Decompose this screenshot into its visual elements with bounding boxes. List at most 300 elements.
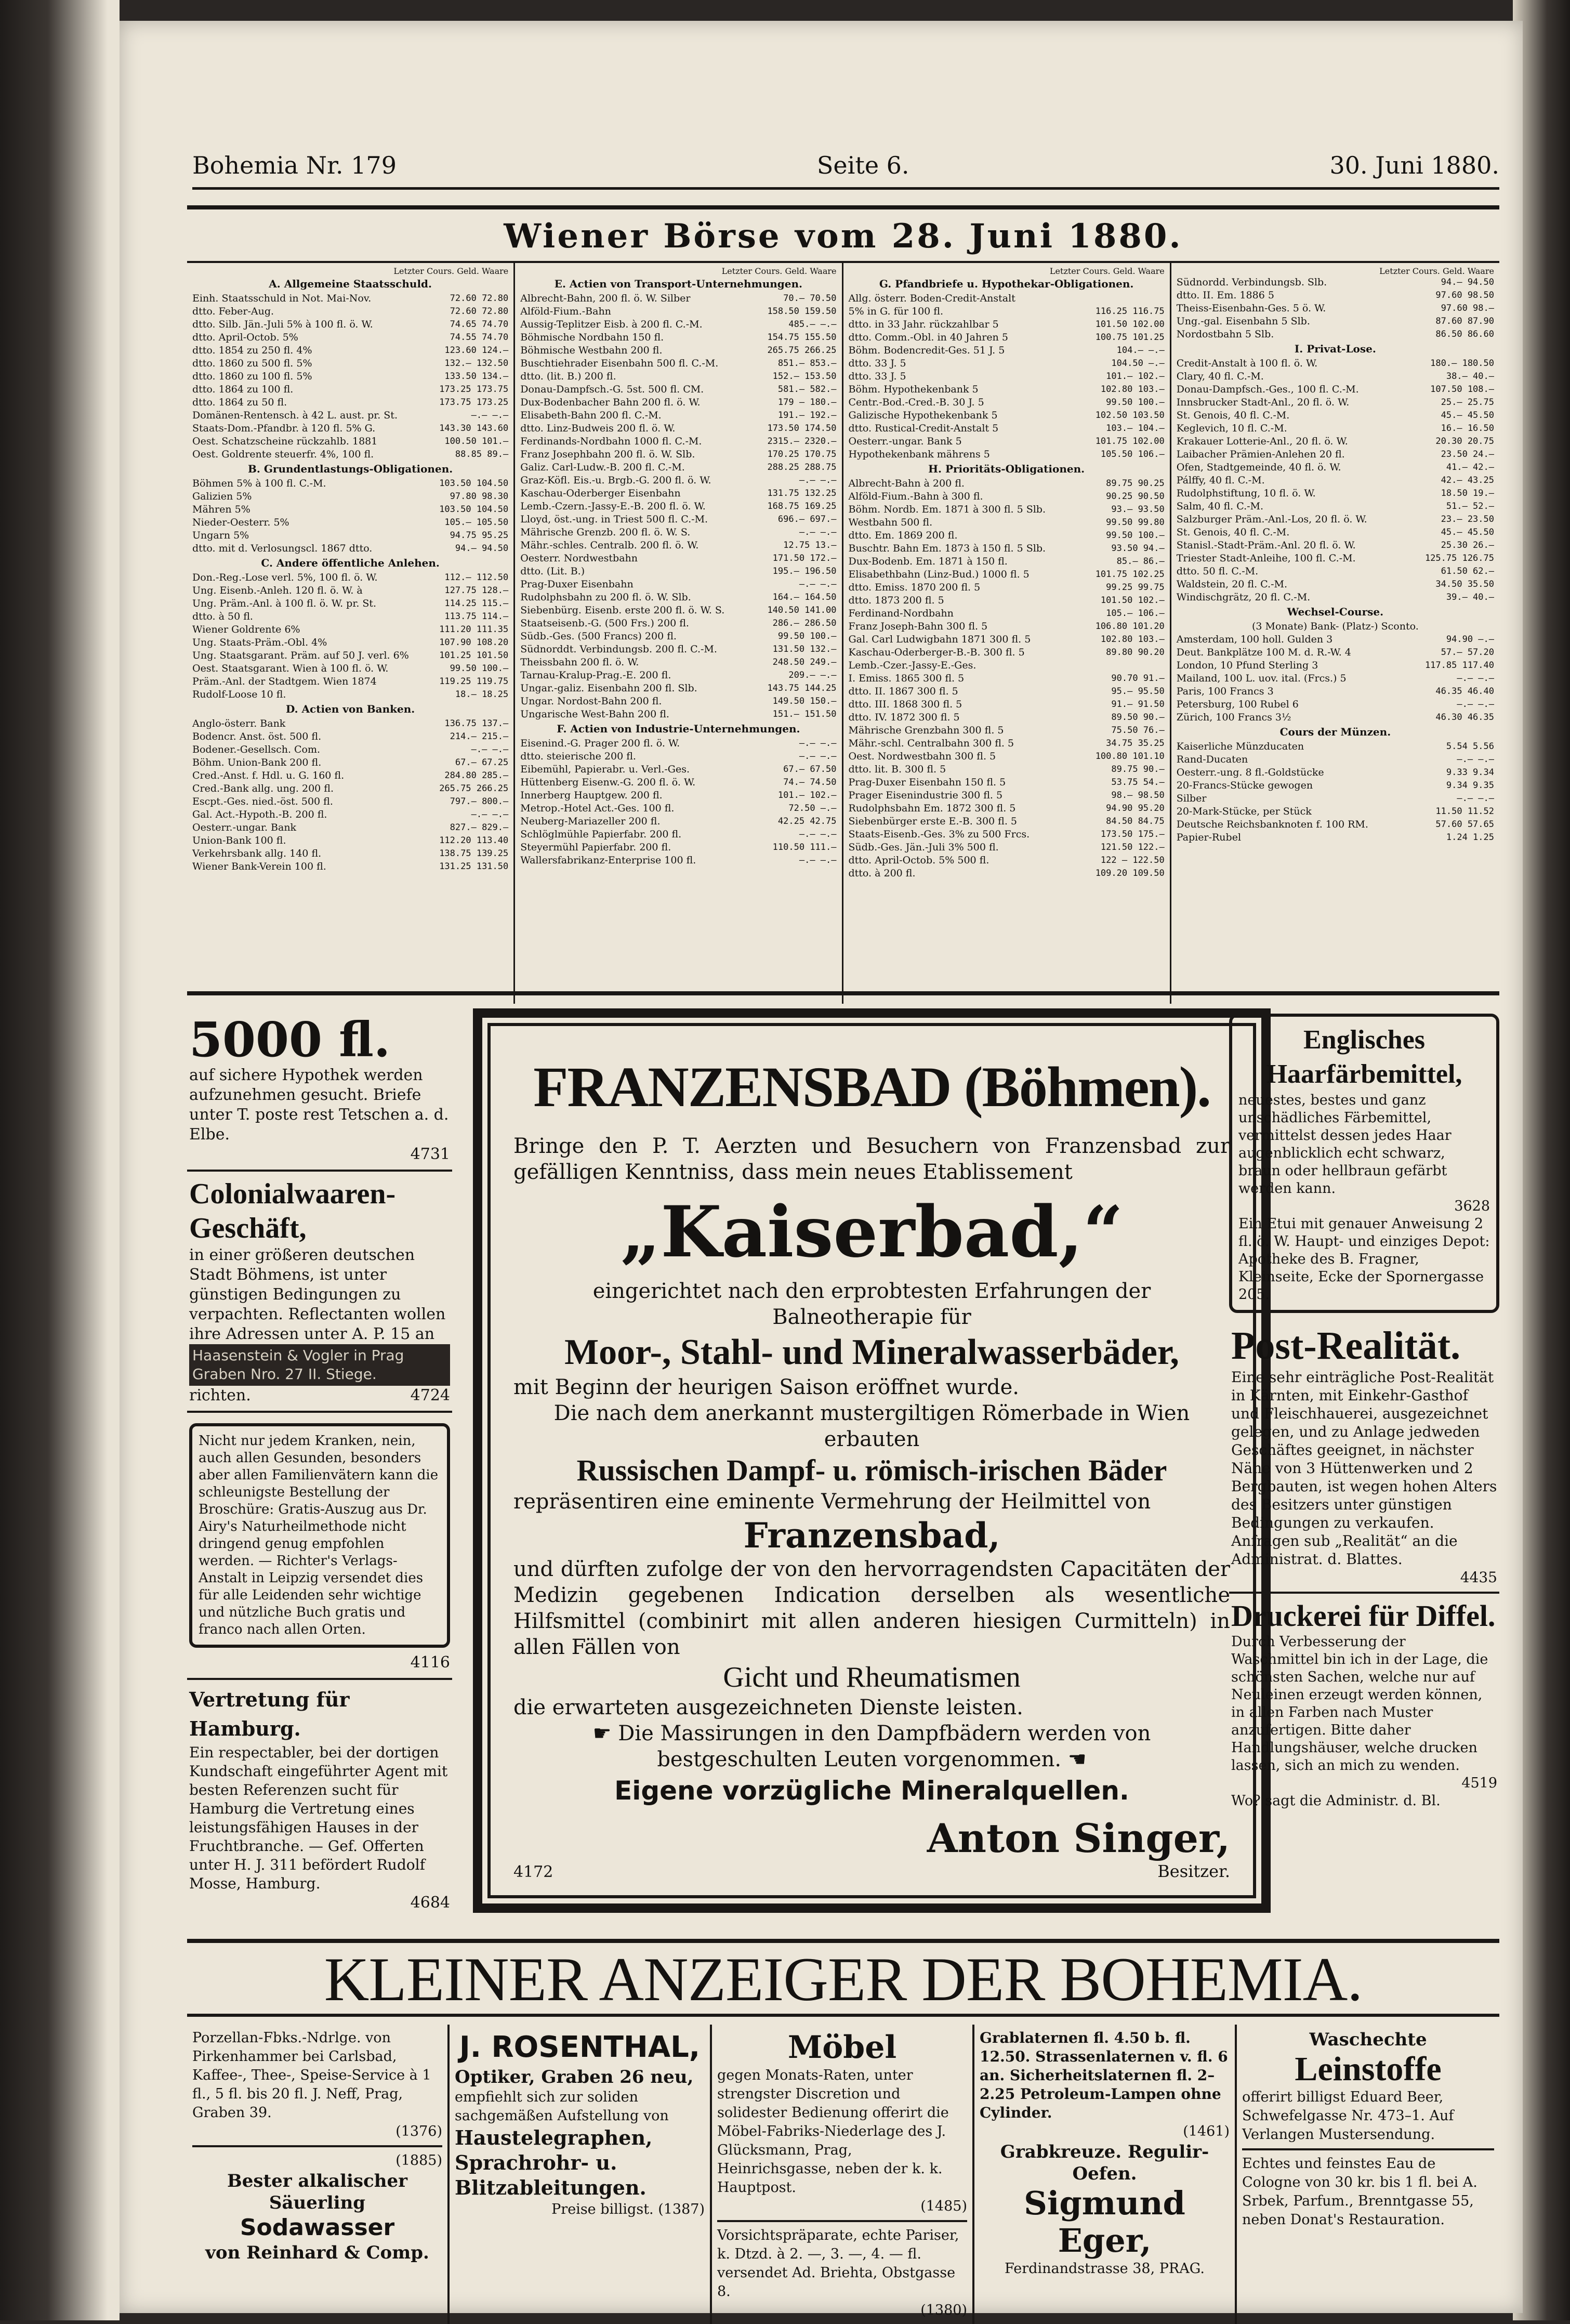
quote-values: —.— —.— xyxy=(799,527,837,537)
quote-row xyxy=(849,516,1165,529)
quote-row xyxy=(192,292,508,305)
quote-values: 34.75 35.25 xyxy=(1106,738,1165,749)
quote-values: 34.50 35.50 xyxy=(1435,579,1494,589)
quote-row xyxy=(192,529,508,542)
quote-values: 101.— 102.— xyxy=(777,790,837,800)
quote-name: dtto. II. Em. 1886 5 xyxy=(1176,290,1274,301)
quote-values: 91.— 91.50 xyxy=(1111,699,1165,710)
quote-values: 116.25 116.75 xyxy=(1095,306,1165,317)
quote-row xyxy=(849,305,1165,318)
ad-agency-box: Haasenstein & Vogler in Prag Graben Nro. 27 II. Stiege. xyxy=(189,1344,450,1386)
small-ad-text: Vorsichtspräparate, echte Pariser, k. Dtzd. à 2. —, 3. —, 4. — fl. versendet Ad. Briehta, Obstgasse 8. xyxy=(717,2227,959,2300)
quote-values: 100.50 101.— xyxy=(444,436,509,447)
quote-name: Laibacher Prämien-Anlehen 20 fl. xyxy=(1176,449,1345,460)
quote-name: dtto. Linz-Budweis 200 fl. ö. W. xyxy=(520,423,676,434)
quote-values: 180.— 180.50 xyxy=(1430,358,1494,369)
quote-name: Böhmische Westbahn 200 fl. xyxy=(520,345,663,356)
quote-row xyxy=(520,318,836,331)
quote-values: 72.60 72.80 xyxy=(450,293,509,304)
quote-name: Wiener Goldrente 6% xyxy=(192,624,300,635)
ad-line: die erwarteten ausgezeichneten Dienste leisten. xyxy=(513,1696,1023,1719)
quote-values: 1.24 1.25 xyxy=(1446,832,1494,843)
quote-row xyxy=(849,763,1165,776)
quote-name: Präm.-Anl. der Stadtgem. Wien 1874 xyxy=(192,676,377,687)
quote-values: 16.— 16.50 xyxy=(1441,423,1494,434)
quote-values: 23.— 23.50 xyxy=(1441,514,1494,524)
quote-values: 95.— 95.50 xyxy=(1111,686,1165,697)
quote-name: dtto. 1860 zu 500 fl. 5% xyxy=(192,358,312,369)
quote-values: 25.— 25.75 xyxy=(1441,397,1494,408)
ad-line: repräsentiren eine eminente Vermehrung der Heilmittel von xyxy=(513,1490,1151,1514)
quote-row xyxy=(192,503,508,516)
quote-values: 143.30 143.60 xyxy=(439,423,509,434)
quote-values: 99.50 100.— xyxy=(777,631,837,641)
quote-name: Siebenbürger erste E.-B. 300 fl. 5 xyxy=(848,816,1018,827)
quote-row xyxy=(192,305,508,318)
quote-name: Keglevich, 10 fl. C.-M. xyxy=(1176,423,1287,434)
section-note: (3 Monate) Bank- (Platz-) Sconto. xyxy=(1252,621,1419,632)
quote-values: 9.34 9.35 xyxy=(1446,780,1494,791)
quote-name: Theissbahn 200 fl. ö. W. xyxy=(520,657,639,668)
quote-name: Kaiserliche Münzducaten xyxy=(1176,741,1304,752)
quote-row xyxy=(520,448,836,461)
column-header: Letzter Cours. Geld. Waare xyxy=(1379,266,1494,276)
ad-illness-heading: Gicht und Rheumatismen xyxy=(723,1661,1021,1693)
quote-name: Zürich, 100 Francs 3½ xyxy=(1176,712,1291,723)
ad-heading: Englisches Haarfärbemittel, xyxy=(1266,1025,1462,1089)
quote-name: Böhmen 5% à 100 fl. C.-M. xyxy=(192,478,326,489)
ad-intro: Bringe den P. T. Aerzten und Besuchern von Franzensbad zur gefälligen Kenntniss, dass mein neues Etablissement xyxy=(513,1134,1230,1184)
quote-name: Hüttenberg Eisenw.-G. 200 fl. ö. W. xyxy=(520,777,696,788)
quote-row xyxy=(192,730,508,743)
stock-exchange-table xyxy=(187,205,1499,995)
quote-name: St. Genois, 40 fl. C.-M. xyxy=(1176,527,1290,538)
quote-name: Elisabeth-Bahn 200 fl. C.-M. xyxy=(520,410,662,421)
ad-russian-heading: Russischen Dampf- u. römisch-irischen Bäder xyxy=(576,1453,1167,1487)
quote-name: Kaschau-Oderberger-B.-B. 300 fl. 5 xyxy=(848,647,1025,658)
quote-name: Böhm. Nordb. Em. 1871 à 300 fl. 5 Slb. xyxy=(848,504,1046,515)
quote-name: Graz-Köfl. Eis.-u. Brgb.-G. 200 fl. ö. W. xyxy=(520,475,711,486)
quote-name: Böhm. Union-Bank 200 fl. xyxy=(192,757,322,768)
quote-values: 154.75 155.50 xyxy=(767,332,837,343)
divider xyxy=(192,2145,442,2147)
quote-row xyxy=(520,292,836,305)
quote-values: 113.75 114.— xyxy=(444,611,509,622)
quote-name: dtto. III. 1868 300 fl. 5 xyxy=(848,699,962,710)
quote-row xyxy=(1177,448,1494,461)
quote-row xyxy=(849,477,1165,490)
quote-row xyxy=(192,344,508,357)
quote-name: dtto. April-Octob. 5% xyxy=(192,332,298,343)
quote-values: 101.50 102.— xyxy=(1100,595,1165,606)
quote-row xyxy=(520,841,836,854)
quote-values: 696.— 697.— xyxy=(777,514,837,524)
quote-values: 89.75 90.— xyxy=(1111,764,1165,774)
quote-values: 110.50 111.— xyxy=(772,842,837,852)
quote-row xyxy=(849,724,1165,737)
quote-values: 2315.— 2320.— xyxy=(767,436,837,447)
quote-values: 851.— 853.— xyxy=(777,358,837,369)
quote-row xyxy=(849,594,1165,607)
quote-name: Allg. österr. Boden-Credit-Anstalt xyxy=(848,293,1015,304)
quote-name: Buschtiehrader Eisenbahn 500 fl. C.-M. xyxy=(520,358,719,369)
ad-line: und dürften zufolge der von den hervorragendsten Capacitäten der Medizin gegebenen Indication derselben als wesentliche Hilfsmittel (combinirt mit allen anderen hiesigen Curmitteln) in allen Fällen von xyxy=(513,1557,1230,1659)
bourse-columns xyxy=(187,263,1499,1004)
quote-row xyxy=(849,331,1165,344)
small-ad-heading: J. ROSENTHAL, xyxy=(459,2030,701,2064)
quote-name: Alföld-Fium.-Bahn xyxy=(520,306,611,317)
quote-values: 179 — 180.— xyxy=(777,397,837,408)
ad-springs-heading: Eigene vorzügliche Mineralquellen. xyxy=(614,1776,1129,1806)
quote-row xyxy=(1177,513,1494,526)
quote-row xyxy=(1177,409,1494,422)
quote-row xyxy=(1177,659,1494,672)
quote-name: Mährische Grenzbahn 300 fl. 5 xyxy=(848,725,1004,736)
quote-name: Galizische Hypothekenbank 5 xyxy=(848,410,998,421)
quote-values: 57.— 57.20 xyxy=(1441,647,1494,658)
quote-row xyxy=(849,646,1165,659)
ad-number: 4519 xyxy=(1461,1775,1497,1791)
quote-name: dtto. 1854 zu 250 fl. 4% xyxy=(192,345,312,356)
quote-name: Rudolf-Loose 10 fl. xyxy=(192,689,286,700)
quote-row xyxy=(520,435,836,448)
quote-values: 168.75 169.25 xyxy=(767,501,837,511)
quote-values: 827.— 829.— xyxy=(450,822,509,833)
quote-values: 101.25 101.50 xyxy=(439,650,509,661)
quote-values: 11.50 11.52 xyxy=(1435,806,1494,817)
quote-row xyxy=(192,743,508,756)
quote-row xyxy=(192,860,508,873)
small-ad-cell-4 xyxy=(974,2025,1237,2324)
quote-name: Gal. Carl Ludwigbahn 1871 300 fl. 5 xyxy=(848,634,1031,645)
quote-name: dtto. (Lit. B.) xyxy=(520,566,585,577)
quote-name: Galizien 5% xyxy=(192,491,252,502)
ad-body: Eine sehr einträgliche Post-Realität in Kärnten, mit Einkehr-Gasthof und Fleischhauerei, ausgezeichnet gelegen, und zu Anlage jedweden Geschäftes geeignet, in nächster Nähe von 3 Hüttenwerken und 2 Bergbauten, ist wegen hohen Alters des Besitzers unter günstigen Bedingungen zu verkaufen. Anfragen sub „Realität“ an die Administrat. d. Blattes. xyxy=(1231,1369,1497,1568)
quote-name: Aussig-Teplitzer Eisb. à 200 fl. C.-M. xyxy=(520,319,703,330)
quote-row xyxy=(520,461,836,474)
small-ad-heading: Sodawasser xyxy=(240,2214,395,2241)
ad-heading: Post-Realität. xyxy=(1231,1324,1461,1368)
quote-values: 133.50 134.— xyxy=(444,371,509,382)
quote-row xyxy=(849,737,1165,750)
quote-name: dtto. Silb. Jän.-Juli 5% à 100 fl. ö. W. xyxy=(192,319,373,330)
quote-name: Don.-Reg.-Lose verl. 5%, 100 fl. ö. W. xyxy=(192,572,378,583)
quote-name: Mähr.-schles. Centralb. 200 fl. ö. W. xyxy=(520,540,699,551)
quote-values: 84.50 84.75 xyxy=(1106,816,1165,826)
quote-name: Escpt.-Ges. nied.-öst. 500 fl. xyxy=(192,796,333,807)
quote-name: Schlöglmühle Papierfabr. 200 fl. xyxy=(520,829,682,840)
ad-druckerei xyxy=(1229,1594,1499,1815)
quote-row xyxy=(192,542,508,555)
quote-values: 173.50 175.— xyxy=(1100,829,1165,839)
quote-name: Cred.-Bank allg. ung. 200 fl. xyxy=(192,783,334,794)
section-title: Cours der Münzen. xyxy=(1279,726,1391,738)
quote-name: Alföld-Fium.-Bahn à 300 fl. xyxy=(848,491,983,502)
quote-name: dtto. 33 J. 5 xyxy=(848,358,906,369)
quote-values: 106.80 101.20 xyxy=(1095,621,1165,632)
quote-values: 102.80 103.— xyxy=(1100,634,1165,645)
quote-values: 152.— 153.50 xyxy=(772,371,837,382)
quote-row xyxy=(520,344,836,357)
quote-row xyxy=(849,448,1165,461)
quote-values: 70.— 70.50 xyxy=(783,293,837,304)
quote-values: 103.— 104.— xyxy=(1106,423,1165,434)
small-ad-number: Preise billigst. (1387) xyxy=(551,2201,705,2217)
small-ad-cell-3 xyxy=(712,2025,974,2324)
quote-row xyxy=(192,409,508,422)
quote-name: Union-Bank 100 fl. xyxy=(192,835,286,846)
quote-row xyxy=(520,737,836,750)
ad-number: 4724 xyxy=(410,1386,450,1404)
quote-name: Wallersfabrikanz-Enterprise 100 fl. xyxy=(520,855,696,866)
quote-values: 485.— —.— xyxy=(788,319,837,330)
ad-number: 4435 xyxy=(1460,1569,1497,1586)
section-title: B. Grundentlastungs-Obligationen. xyxy=(248,463,453,475)
quote-row xyxy=(192,584,508,597)
quote-values: 112.20 113.40 xyxy=(439,835,509,846)
quote-values: 94.— 94.50 xyxy=(455,543,509,554)
quote-values: —.— —.— xyxy=(471,410,509,421)
quote-row xyxy=(520,776,836,789)
small-ad-heading: von Reinhard & Comp. xyxy=(205,2242,429,2263)
ad-post-realitaet xyxy=(1229,1318,1499,1594)
quote-name: Ung. Staats-Präm.-Obl. 4% xyxy=(192,637,327,648)
quote-values: 20.30 20.75 xyxy=(1435,436,1494,447)
quote-row xyxy=(1177,805,1494,818)
quote-values: 149.50 150.— xyxy=(772,696,837,706)
quote-name: Ferdinand-Nordbahn xyxy=(848,608,954,619)
quote-name: Verkehrsbank allg. 140 fl. xyxy=(192,848,322,859)
quote-values: 102.50 103.50 xyxy=(1095,410,1165,421)
quote-values: 102.80 103.— xyxy=(1100,384,1165,395)
quote-name: 5% in G. für 100 fl. xyxy=(848,306,944,317)
quote-name: Siebenbürg. Eisenb. erste 200 fl. ö. W. S. xyxy=(520,605,725,616)
quote-values: 171.50 172.— xyxy=(772,553,837,563)
quote-name: Ofen, Stadtgemeinde, 40 fl. ö. W. xyxy=(1176,462,1341,473)
quote-row xyxy=(192,396,508,409)
ad-heading: Druckerei für Diffel. xyxy=(1231,1599,1496,1633)
quote-row xyxy=(1177,396,1494,409)
quote-name: Elisabethbahn (Linz-Bud.) 1000 fl. 5 xyxy=(848,569,1030,580)
small-ad-heading: Möbel xyxy=(787,2029,897,2066)
ad-body: neuestes, bestes und ganz unschädliches Färbemittel, vermittelst dessen jedes Haar augenblicklich echt schwarz, braun oder hellbraun gefärbt werden kann. xyxy=(1238,1092,1452,1197)
quote-row xyxy=(192,331,508,344)
quote-values: 97.60 98.50 xyxy=(1435,290,1494,300)
quote-row xyxy=(520,357,836,370)
small-ad-number: (1380) xyxy=(920,2302,967,2318)
quote-values: 209.— —.— xyxy=(788,670,837,680)
quote-row xyxy=(1177,711,1494,724)
quote-values: 103.50 104.50 xyxy=(439,478,509,489)
small-ad-heading: Bester alkalischer Säuerling xyxy=(227,2171,408,2213)
quote-values: 42.25 42.75 xyxy=(777,816,837,826)
quote-row xyxy=(849,828,1165,841)
quote-row xyxy=(520,604,836,617)
quote-name: Oesterr.-ungar. Bank xyxy=(192,822,297,833)
quote-row xyxy=(192,477,508,490)
quote-row xyxy=(849,607,1165,620)
quote-values: 131.75 132.25 xyxy=(767,488,837,498)
quote-row xyxy=(1177,672,1494,685)
small-ad-number: (1485) xyxy=(920,2198,967,2214)
quote-name: Südb.-Ges. (500 Francs) 200 fl. xyxy=(520,631,677,642)
quote-name: Oest. Goldrente steuerfr. 4%, 100 fl. xyxy=(192,449,374,460)
quote-row xyxy=(1177,357,1494,370)
divider xyxy=(717,2220,967,2222)
quote-row xyxy=(1177,646,1494,659)
column-header: Letzter Cours. Geld. Waare xyxy=(393,266,509,276)
quote-values: —.— —.— xyxy=(1457,793,1494,804)
quote-row xyxy=(520,763,836,776)
ad-signer-block xyxy=(927,1815,1230,1881)
quote-values: 105.— 105.50 xyxy=(444,517,509,528)
ad-line: mit Beginn der heurigen Saison eröffnet wurde. xyxy=(513,1375,1019,1399)
quote-values: 72.50 —.— xyxy=(788,803,837,813)
section-title: E. Actien von Transport-Unternehmungen. xyxy=(554,278,802,290)
quote-values: 111.20 111.35 xyxy=(439,624,509,635)
quote-values: 119.25 119.75 xyxy=(439,676,509,687)
quote-row xyxy=(520,695,836,708)
quote-values: 42.— 43.25 xyxy=(1441,475,1494,485)
advertisement-area xyxy=(187,1008,1499,1944)
divider xyxy=(1242,2148,1494,2150)
quote-values: —.— —.— xyxy=(799,475,837,485)
quote-values: 89.75 90.25 xyxy=(1106,478,1165,489)
quote-values: 101.75 102.00 xyxy=(1095,436,1165,447)
quote-values: —.— —.— xyxy=(1457,673,1494,684)
quote-values: 122 — 122.50 xyxy=(1100,855,1165,865)
issue-date: 30. Juni 1880. xyxy=(1329,151,1499,179)
kleiner-anzeiger-banner: KLEINER ANZEIGER DER BOHEMIA. xyxy=(187,1939,1499,2017)
quote-name: 20-Francs-Stücke gewogen xyxy=(1176,780,1313,791)
small-ad-number: (1461) xyxy=(1183,2123,1230,2139)
quote-name: Innerberg Hauptgew. 200 fl. xyxy=(520,790,663,801)
quote-name: Centr.-Bod.-Cred.-B. 30 J. 5 xyxy=(848,397,984,408)
quote-values: 99.50 99.80 xyxy=(1106,517,1165,528)
quote-values: 87.60 87.90 xyxy=(1435,316,1494,326)
quote-name: Galiz. Carl-Ludw.-B. 200 fl. C.-M. xyxy=(520,462,685,473)
quote-values: 173.75 173.25 xyxy=(439,397,509,408)
ad-establishment-name: „Kaiserbad,“ xyxy=(620,1190,1124,1273)
quote-values: 107.50 108.— xyxy=(1430,384,1494,395)
quote-row xyxy=(849,490,1165,503)
quote-name: Mährische Grenzb. 200 fl. ö. W. S. xyxy=(520,527,691,538)
quote-name: Ung. Eisenb.-Anleh. 120 fl. ö. W. à xyxy=(192,585,363,596)
quote-row xyxy=(849,383,1165,396)
quote-name: Innsbrucker Stadt-Anl., 20 fl. ö. W. xyxy=(1176,397,1350,408)
quote-name: Salzburger Präm.-Anl.-Los, 20 fl. ö. W. xyxy=(1176,514,1367,525)
quote-name: dtto. (lit. B.) 200 fl. xyxy=(520,371,616,382)
quote-row xyxy=(520,789,836,802)
quote-values: 90.25 90.50 xyxy=(1106,491,1165,502)
quote-row xyxy=(520,526,836,539)
small-ad-text: offerirt billigst Eduard Beer, Schwefelgasse Nr. 473–1. Auf Verlangen Mustersendung. xyxy=(1242,2089,1454,2143)
quote-row xyxy=(192,623,508,636)
quote-values: 195.— 196.50 xyxy=(772,566,837,576)
quote-name: Donau-Dampfsch.-Ges., 100 fl. C.-M. xyxy=(1176,384,1359,395)
quote-values: 123.60 124.— xyxy=(444,345,509,356)
quote-row xyxy=(520,487,836,500)
quote-values: 53.75 54.— xyxy=(1111,777,1165,787)
quote-name: Südnorddt. Verbindungsb. 200 fl. C.-M. xyxy=(520,644,717,655)
small-ad-heading: Leinstoffe xyxy=(1295,2050,1442,2088)
quote-row xyxy=(849,841,1165,854)
quote-values: 67.— 67.25 xyxy=(455,757,509,768)
quote-name: dtto. Comm.-Obl. in 40 Jahren 5 xyxy=(848,332,1008,343)
quote-row xyxy=(520,591,836,604)
quote-name: Böhm. Bodencredit-Ges. 51 J. 5 xyxy=(848,345,1005,356)
quote-name: Rudolphsbahn zu 200 fl. ö. W. Slb. xyxy=(520,592,691,603)
quote-name: Waldstein, 20 fl. C.-M. xyxy=(1176,579,1287,590)
quote-name: Ungar. Nordost-Bahn 200 fl. xyxy=(520,695,662,707)
quote-name: Bodencr. Anst. öst. 500 fl. xyxy=(192,731,322,742)
quote-values: —.— —.— xyxy=(799,579,837,589)
quote-values: 214.— 215.— xyxy=(450,731,509,742)
quote-row xyxy=(520,815,836,828)
quote-row xyxy=(849,672,1165,685)
quote-row xyxy=(849,659,1165,672)
quote-values: 138.75 139.25 xyxy=(439,848,509,859)
page-number: Seite 6. xyxy=(816,151,909,179)
quote-values: 100.80 101.10 xyxy=(1095,751,1165,761)
ad-massage-note xyxy=(513,1721,1230,1772)
quote-row xyxy=(849,318,1165,331)
quote-row xyxy=(520,383,836,396)
small-ad-sub: Ferdinandstrasse 38, PRAG. xyxy=(1005,2261,1205,2277)
quote-values: 248.50 249.— xyxy=(772,657,837,667)
quote-values: 23.50 24.— xyxy=(1441,449,1494,459)
left-ad-column xyxy=(187,1008,452,1934)
quote-row xyxy=(1177,633,1494,646)
quote-name: Rudolphsbahn Em. 1872 300 fl. 5 xyxy=(848,803,1016,814)
quote-name: Ungarn 5% xyxy=(192,530,249,541)
quote-row xyxy=(520,643,836,656)
quote-row xyxy=(192,435,508,448)
bourse-column xyxy=(1171,263,1499,1004)
quote-row xyxy=(520,305,836,318)
ad-title: FRANZENSBAD (Böhmen). xyxy=(533,1055,1210,1119)
right-ad-column xyxy=(1229,1008,1499,1934)
quote-values: 286.— 286.50 xyxy=(772,618,837,628)
quote-name: Albrecht-Bahn à 200 fl. xyxy=(848,478,965,489)
quote-name: dtto. 1873 200 fl. 5 xyxy=(848,595,944,606)
quote-name: Petersburg, 100 Rubel 6 xyxy=(1176,699,1299,710)
quote-name: Mähr.-schl. Centralbahn 300 fl. 5 xyxy=(848,738,1014,749)
quote-row xyxy=(192,571,508,584)
quote-name: Eibemühl, Papierabr. u. Verl.-Ges. xyxy=(520,764,690,775)
ad-signer-role: Besitzer. xyxy=(1157,1861,1230,1881)
quote-name: dtto. 1864 zu 50 fl. xyxy=(192,397,287,408)
quote-name: Prag-Duxer Eisenbahn xyxy=(520,579,634,590)
quote-row xyxy=(520,539,836,552)
quote-name: Ungarische West-Bahn 200 fl. xyxy=(520,708,669,720)
quote-name: Credit-Anstalt à 100 fl. ö. W. xyxy=(1176,358,1318,369)
quote-row xyxy=(1177,591,1494,604)
quote-row xyxy=(849,357,1165,370)
quote-values: —.— —.— xyxy=(799,855,837,865)
quote-row xyxy=(1177,792,1494,805)
quote-values: 140.50 141.00 xyxy=(767,605,837,615)
quote-row xyxy=(849,698,1165,711)
quote-name: Prag-Duxer Eisenbahn 150 fl. 5 xyxy=(848,777,1006,788)
quote-values: 104.50 —.— xyxy=(1111,358,1165,369)
quote-name: Cred.-Anst. f. Hdl. u. G. 160 fl. xyxy=(192,770,345,781)
quote-values: 94.75 95.25 xyxy=(450,530,509,541)
quote-values: 125.75 126.75 xyxy=(1424,553,1494,563)
quote-name: Oest. Staatsgarant. Wien à 100 fl. ö. W. xyxy=(192,663,389,674)
quote-row xyxy=(849,542,1165,555)
quote-values: 109.20 109.50 xyxy=(1095,868,1165,878)
